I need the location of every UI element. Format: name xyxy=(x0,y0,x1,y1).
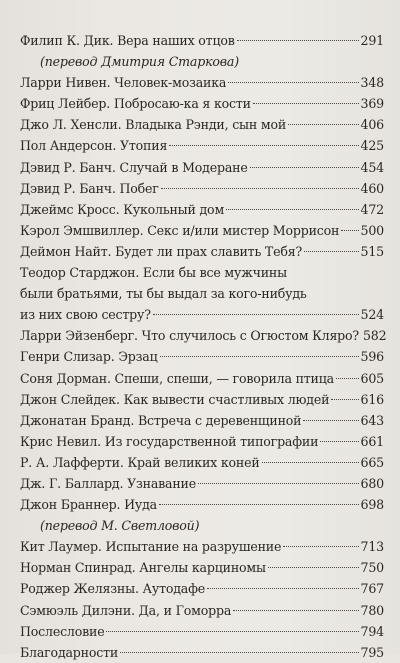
dot-leader xyxy=(268,567,359,568)
toc-entry-line xyxy=(20,410,384,431)
translator-credit: (перевод М. Светловой) xyxy=(40,518,200,534)
toc-entry-line xyxy=(20,389,384,410)
toc-entry xyxy=(20,325,387,346)
toc-entry-line xyxy=(20,621,384,642)
dot-leader xyxy=(228,82,358,83)
page-number: 780 xyxy=(360,602,384,618)
toc-entry-line xyxy=(20,72,384,93)
page-number: 460 xyxy=(360,180,384,196)
dot-leader xyxy=(303,420,358,421)
toc-entry-line xyxy=(20,178,384,199)
toc-entry-title: Генри Слизар. Эрзац xyxy=(20,349,158,365)
page-number: 582 xyxy=(362,328,387,344)
toc-entry-title: Крис Невил. Из государственной типографии xyxy=(20,433,319,449)
toc-entry xyxy=(20,30,384,72)
page-number: 425 xyxy=(360,138,384,154)
dot-leader xyxy=(320,441,358,442)
toc-entry-line xyxy=(20,536,384,557)
toc-entry xyxy=(20,346,384,367)
dot-leader xyxy=(198,483,359,484)
page-number: 713 xyxy=(360,539,384,555)
toc-entry-title: Благодарности xyxy=(20,644,119,660)
toc-entry-title: Кит Лаумер. Испытание на разрушение xyxy=(20,539,282,555)
toc-entry xyxy=(20,536,384,557)
page-number: 472 xyxy=(360,201,384,217)
dot-leader xyxy=(226,209,359,210)
toc-entry-line xyxy=(20,578,384,599)
page-number: 794 xyxy=(360,623,384,639)
toc-entry-title: Дж. Г. Баллард. Узнавание xyxy=(20,475,196,491)
toc-entry xyxy=(20,410,384,431)
toc-entry-title: Ларри Нивен. Человек-мозаика xyxy=(20,75,227,91)
toc-entry xyxy=(20,262,384,325)
toc-entry xyxy=(20,389,384,410)
toc-entry-title-line: Теодор Старджон. Если бы все мужчины xyxy=(20,265,287,281)
toc-entry-title: Соня Дорман. Спеши, спеши, — говорила птица xyxy=(20,370,334,386)
toc-entry-line xyxy=(20,114,384,135)
toc-entry xyxy=(20,473,384,494)
toc-entry xyxy=(20,93,384,114)
dot-leader xyxy=(262,462,359,463)
dot-leader xyxy=(283,546,358,547)
page-number: 750 xyxy=(360,560,384,576)
page-number: 605 xyxy=(360,370,384,386)
toc-entry-title: Джон Браннер. Иуда xyxy=(20,497,157,513)
dot-leader xyxy=(169,145,358,146)
toc-entry-title: Дэвид Р. Банч. Случай в Модеране xyxy=(20,159,248,175)
translator-credit: (перевод Дмитрия Старкова) xyxy=(40,54,239,70)
toc-entry-title: Филип К. Дик. Вера наших отцов xyxy=(20,33,235,48)
page-number: 665 xyxy=(360,454,384,470)
dot-leader xyxy=(253,103,359,104)
toc-entry-line xyxy=(20,157,384,178)
toc-entry-title: Пол Андерсон. Утопия xyxy=(20,138,168,154)
dot-leader xyxy=(207,588,359,589)
toc-entry xyxy=(20,431,384,452)
page-number: 369 xyxy=(360,96,384,112)
toc-entry-line xyxy=(20,304,384,325)
toc-entry xyxy=(20,642,384,663)
page-number: 406 xyxy=(360,117,384,133)
toc-entry-line xyxy=(20,30,384,51)
page-number: 643 xyxy=(360,412,384,428)
toc-entry-line xyxy=(20,346,384,367)
toc-entry-title: Послесловие xyxy=(20,623,105,639)
dot-leader xyxy=(153,314,359,315)
dot-leader xyxy=(106,631,358,632)
toc-entry-title: Роджер Желязны. Аутодафе xyxy=(20,581,206,597)
dot-leader xyxy=(237,40,359,41)
toc-entry-title: Ларри Эйзенберг. Что случилось с Огюстом Кляро? xyxy=(20,328,359,344)
toc-entry-line xyxy=(20,452,384,473)
page-number: 524 xyxy=(360,307,384,323)
toc-entry-title: Дэвид Р. Банч. Побег xyxy=(20,180,159,196)
toc-entry-title: Джонатан Бранд. Встреча с деревенщиной xyxy=(20,412,302,428)
dot-leader xyxy=(161,188,359,189)
page-number: 454 xyxy=(360,159,384,175)
toc-entry-line xyxy=(20,473,384,494)
toc-entry-title: Норман Спинрад. Ангелы карциномы xyxy=(20,560,266,576)
dot-leader xyxy=(331,399,358,400)
toc-entry-title: Джо Л. Хенсли. Владыка Рэнди, сын мой xyxy=(20,117,287,133)
table-of-contents xyxy=(20,30,387,663)
toc-entry-title-line: были братьями, ты бы выдал за кого-нибудь xyxy=(20,286,307,302)
toc-entry xyxy=(20,157,384,178)
toc-entry xyxy=(20,241,384,262)
page-number: 661 xyxy=(360,433,384,449)
toc-entry xyxy=(20,578,384,599)
toc-entry xyxy=(20,621,384,642)
dot-leader xyxy=(160,356,359,357)
toc-entry-line xyxy=(20,93,384,114)
toc-entry-line xyxy=(20,220,384,241)
toc-entry xyxy=(20,600,384,621)
toc-entry-line xyxy=(20,368,384,389)
toc-entry xyxy=(20,452,384,473)
toc-entry-title: Джон Слейдек. Как вывести счастливых людей xyxy=(20,391,330,407)
toc-entry-title: Р. А. Лафферти. Край великих коней xyxy=(20,454,260,470)
dot-leader xyxy=(233,610,358,611)
dot-leader xyxy=(120,652,358,653)
toc-entry-title: Кэрол Эмшвиллер. Секс и/или мистер Моррисон xyxy=(20,222,340,238)
toc-entry-title: Сэмюэль Дилэни. Да, и Гоморра xyxy=(20,602,232,618)
page-number: 348 xyxy=(360,75,384,91)
toc-entry-title: Джеймс Кросс. Кукольный дом xyxy=(20,201,225,217)
toc-entry xyxy=(20,368,384,389)
toc-entry xyxy=(20,72,384,93)
page-number: 616 xyxy=(360,391,384,407)
page-number: 596 xyxy=(360,349,384,365)
dot-leader xyxy=(336,378,359,379)
dot-leader xyxy=(341,230,358,231)
toc-entry xyxy=(20,199,384,220)
toc-entry xyxy=(20,220,384,241)
toc-entry xyxy=(20,494,384,536)
page-number: 698 xyxy=(360,497,384,513)
toc-entry-title: из них свою сестру? xyxy=(20,307,151,323)
toc-entry-line xyxy=(20,199,384,220)
dot-leader xyxy=(288,124,359,125)
toc-entry xyxy=(20,135,384,156)
dot-leader xyxy=(250,167,359,168)
dot-leader xyxy=(159,504,359,505)
toc-entry-line xyxy=(20,135,384,156)
toc-entry-title: Фриц Лейбер. Побросаю-ка я кости xyxy=(20,96,251,112)
toc-entry-line xyxy=(20,600,384,621)
toc-entry-line xyxy=(20,431,384,452)
page-number: 680 xyxy=(360,475,384,491)
toc-entry-title: Деймон Найт. Будет ли прах славить Тебя? xyxy=(20,243,303,259)
page-number: 500 xyxy=(360,222,384,238)
toc-entry-line xyxy=(20,642,384,663)
toc-entry-line xyxy=(20,557,384,578)
dot-leader xyxy=(304,251,359,252)
toc-entry xyxy=(20,557,384,578)
page-number: 515 xyxy=(360,243,384,259)
toc-entry xyxy=(20,178,384,199)
page-number: 795 xyxy=(360,644,384,660)
toc-entry-line xyxy=(20,241,384,262)
toc-entry-line xyxy=(20,325,387,346)
page-number: 767 xyxy=(360,581,384,597)
toc-entry xyxy=(20,114,384,135)
page-number: 291 xyxy=(360,33,384,48)
toc-entry-line xyxy=(20,494,384,515)
